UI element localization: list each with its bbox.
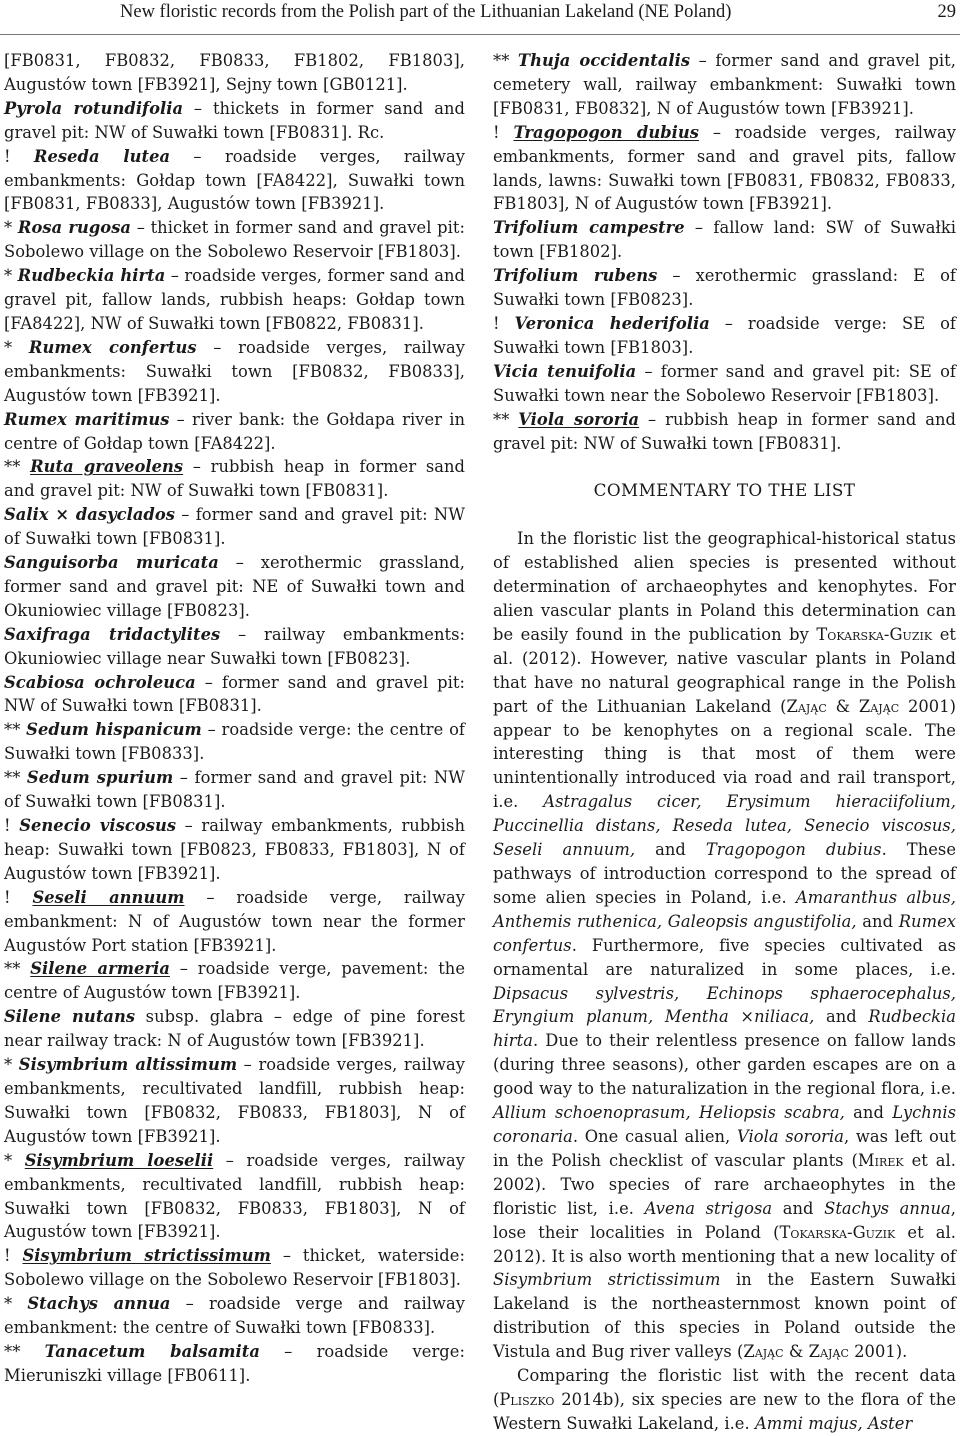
- species-names: Sisymbrium strictissimum: [493, 1270, 721, 1290]
- species-entry: [4, 814, 465, 886]
- locality-text: – roadside verge: the centre of Suwałki town [FB0833].: [4, 720, 465, 764]
- species-names: Astragalus cicer, Erysimum hieraciifolium, Puccinellia distans, Reseda lutea, Senecio viscosus, Seseli annuum,: [493, 792, 956, 860]
- species-name: Veronica hederifolia: [514, 313, 710, 333]
- locality-text: – rubbish heap in former sand and gravel pit: NW of Suwałki town [FB0831].: [4, 457, 466, 501]
- species-name: Trifolium campestre: [493, 218, 685, 238]
- locality-text: – xerothermic grassland, former sand and gravel pit: NE of Suwałki town and Okuniowiec village [FB0823].: [4, 553, 465, 620]
- species-name: Senecio viscosus: [19, 816, 177, 835]
- species-entry: [4, 1005, 465, 1053]
- species-names: Rumex confertus: [493, 911, 956, 955]
- species-entry: [4, 1244, 465, 1292]
- status-marker: **: [4, 1341, 45, 1361]
- locality-text: – thicket in former sand and gravel pit: Sobolewo village on the Sobolewo Reservoir [FB1803].: [4, 218, 465, 262]
- species-entry: [4, 336, 465, 408]
- locality-text: – roadside verges, former sand and gravel pit, fallow lands, rubbish heaps: Gołdap town [FA8422], NW of Suwałki town [FB0822, FB0831].: [4, 266, 465, 333]
- status-marker: !: [493, 122, 514, 142]
- species-name: Sisymbrium loeselii: [24, 1150, 214, 1170]
- status-marker: *: [4, 218, 18, 238]
- species-entry: [4, 718, 465, 766]
- locality-text: [FB0831, FB0832, FB0833, FB1802, FB1803], Augustów town [FB3921], Sejny town [GB0121].: [4, 51, 465, 94]
- species-names: Allium schoenoprasum, Heliopsis scabra,: [493, 1103, 845, 1123]
- species-entry: [4, 623, 465, 671]
- species-name: Seseli annuum: [32, 887, 185, 907]
- locality-text: – roadside verge, railway embankment: N of Augustów town near the former Augustów Port station [FB3921].: [4, 887, 465, 955]
- status-marker: !: [4, 816, 20, 835]
- locality-text: – roadside verge and railway embankment: the centre of Suwałki town [FB0833].: [4, 1294, 465, 1338]
- species-name: Sedum hispanicum: [26, 720, 202, 740]
- locality-text: – roadside verge, pavement: the centre of Augustów town [FB3921].: [4, 959, 466, 1003]
- species-name: Trifolium rubens: [493, 266, 658, 286]
- locality-text: – roadside verges, railway embankments, recultivated landfill, rubbish heap: Suwałki town [FB0832, FB0833, FB1803], N of Augustów town [FB3921].: [4, 1150, 466, 1242]
- status-marker: **: [493, 51, 518, 70]
- status-marker: *: [4, 1150, 25, 1170]
- status-marker: *: [4, 1294, 28, 1314]
- species-name: Ruta graveolens: [30, 457, 184, 477]
- species-name: Viola sororia: [518, 409, 640, 429]
- species-entry: [4, 455, 465, 503]
- species-entry: [4, 216, 465, 264]
- status-marker: !: [4, 887, 33, 907]
- species-entry: [4, 551, 465, 623]
- species-entry: [4, 503, 465, 551]
- species-name: Stachys annua: [27, 1294, 171, 1314]
- species-name: Rudbeckia hirta: [17, 266, 166, 286]
- locality-text: – railway embankments, rubbish heap: Suwałki town [FB0823, FB0833, FB1803], N of Augustów town [FB3921].: [4, 816, 465, 883]
- locality-text: – thicket, waterside: Sobolewo village on the Sobolewo Reservoir [FB1803].: [4, 1246, 465, 1290]
- species-names: Ammi majus, Aster: [754, 1413, 913, 1433]
- species-name: Silene armeria: [30, 959, 170, 979]
- species-entry: [4, 671, 465, 719]
- species-names: Avena strigosa: [644, 1198, 773, 1218]
- page-number: 29: [937, 2, 956, 22]
- locality-text: – xerothermic grassland: E of Suwałki town [FB0823].: [493, 266, 956, 310]
- species-entry: [4, 264, 465, 336]
- running-title: New floristic records from the Polish part of the Lithuanian Lakeland (NE Poland): [120, 2, 732, 22]
- species-name: Sisymbrium altissimum: [18, 1055, 238, 1075]
- status-marker: !: [4, 1246, 23, 1266]
- species-entry: [4, 957, 465, 1005]
- status-marker: **: [4, 768, 27, 788]
- status-marker: **: [4, 457, 31, 477]
- species-name: Scabiosa ochroleuca: [4, 672, 196, 692]
- locality-text: – roadside verges, railway embankments: Gołdap town [FA8422], Suwałki town [FB0831, FB0833], Augustów town [FB3921].: [4, 146, 465, 214]
- species-names: Stachys annua: [824, 1198, 951, 1218]
- species-name: Thuja occidentalis: [517, 51, 691, 70]
- right-column: [493, 49, 956, 1436]
- species-entry: [4, 97, 465, 145]
- species-name: Reseda lutea: [33, 146, 171, 166]
- left-column: [4, 49, 465, 1388]
- species-entry: [493, 312, 956, 360]
- locality-text: – river bank: the Gołdapa river in centre of Gołdap town [FA8422].: [4, 409, 465, 453]
- section-heading: COMMENTARY TO THE LIST: [593, 480, 856, 501]
- species-name: Rumex maritimus: [4, 409, 170, 429]
- species-name: Rumex confertus: [28, 337, 197, 357]
- species-names: Viola sororia: [736, 1126, 845, 1146]
- citation: Pliszko: [499, 1389, 555, 1409]
- locality-text: – roadside verges, railway embankments: Suwałki town [FB0832, FB0833], Augustów town [FB3921].: [4, 337, 465, 405]
- locality-text: – roadside verge: Mieruniszki village [FB0611].: [4, 1341, 465, 1385]
- species-names: Lychnis coronaria: [493, 1103, 956, 1146]
- species-name: Rosa rugosa: [17, 218, 132, 238]
- citation: Mirek: [857, 1150, 904, 1170]
- running-header: [0, 0, 960, 35]
- species-entry: [4, 1292, 465, 1340]
- species-names: Rudbeckia hirta: [493, 1007, 956, 1051]
- species-name: Tanacetum balsamita: [44, 1341, 260, 1361]
- species-entry: [4, 49, 465, 97]
- locality-text: – former sand and gravel pit: NW of Suwałki town [FB0831].: [4, 505, 465, 549]
- species-names: Dipsacus sylvestris, Echinops sphaerocephalus, Eryngium planum, Mentha ×niliaca,: [493, 983, 956, 1027]
- species-names: Amaranthus albus, Anthemis ruthenica, Galeopsis angustifolia,: [493, 887, 956, 931]
- citation: Tokarska-Guzik: [779, 1222, 896, 1242]
- species-entry: [493, 121, 956, 217]
- species-name: Saxifraga tridactylites: [4, 624, 221, 644]
- species-entry: [4, 145, 465, 217]
- species-entry: [493, 216, 956, 264]
- status-marker: !: [4, 146, 34, 166]
- species-entry: [493, 49, 956, 121]
- species-entry: [493, 408, 956, 456]
- status-marker: **: [493, 409, 519, 429]
- locality-text: – roadside verges, railway embankments, recultivated landfill, rubbish heap: Suwałki town [FB0832, FB0833, FB1803], N of Augustów town [FB3921].: [4, 1055, 465, 1146]
- species-entry: [493, 360, 956, 408]
- locality-text: – railway embankments: Okuniowiec village near Suwałki town [FB0823].: [4, 624, 466, 668]
- locality-text: – thickets in former sand and gravel pit: NW of Suwałki town [FB0831]. Rc.: [4, 98, 465, 142]
- species-name: Sedum spurium: [26, 768, 174, 788]
- species-name: Sanguisorba muricata: [4, 553, 219, 573]
- species-entry: [4, 1149, 465, 1245]
- locality-text: – former sand and gravel pit: NW of Suwałki town [FB0831].: [4, 768, 465, 812]
- species-name: Pyrola rotundifolia: [4, 98, 184, 118]
- species-entry: [493, 264, 956, 312]
- status-marker: !: [493, 313, 515, 333]
- locality-text: – roadside verges, railway embankments, former sand and gravel pits, fallow lands, lawns: Suwałki town [FB0831, FB0832, FB0833, FB1803], N of Augustów town [FB3921].: [493, 122, 956, 214]
- locality-text: subsp. glabra – edge of pine forest near railway track: N of Augustów town [FB3921].: [4, 1007, 465, 1051]
- species-name: Tragopogon dubius: [513, 122, 700, 142]
- commentary-paragraph: In the floristic list the geographical-historical status of established alien species is presented without determination of archaeophytes and kenophytes. For alien vascular plants in Poland this determination can be easily found in the publication by Tokarska-Guzik et al. (2012). However, native vascular plants in Poland that have no natural geographical range in the Polish part of the Lithuanian Lakeland (Zając & Zając 2001) appear to be kenophytes on a regional scale. The interesting thing is that most of them were unintentionally introduced via road and rail transport, i.e. Astragalus cicer, Erysimum hieraciifolium, Puccinellia distans, Reseda lutea, Senecio viscosus, Seseli annuum, and Tragopogon dubius. These pathways of introduction correspond to the spread of some alien species in Poland, i.e. Amaranthus albus, Anthemis ruthenica, Galeopsis angustifolia, and Rumex confertus. Furthermore, five species cultivated as ornamental are naturalized in some places, i.e. Dipsacus sylvestris, Echinops sphaerocephalus, Eryngium planum, Mentha ×niliaca, and Rudbeckia hirta. Due to their relentless presence on fallow lands (during three seasons), other garden escapes are on a good way to the naturalization in the regional flora, i.e. Allium schoenoprasum, Heliopsis scabra, and Lychnis coronaria. One casual alien, Viola sororia, was left out in the Polish checklist of vascular plants (Mirek et al. 2002). Two species of rare archaeophytes in the floristic list, i.e. Avena strigosa and Stachys annua, lose their localities in Poland (Tokarska-Guzik et al. 2012). It is also worth mentioning that a new locality of Sisymbrium strictissimum in the Eastern Suwałki Lakeland is the northeasternmost known point of distribution of this species in Poland outside the Vistula and Bug river valleys (Zając & Zając 2001).: [493, 529, 957, 1362]
- species-entry: [4, 766, 465, 814]
- locality-text: – roadside verge: SE of Suwałki town [FB1803].: [493, 313, 957, 357]
- species-name: Sisymbrium strictissimum: [22, 1246, 271, 1266]
- status-marker: *: [4, 266, 18, 286]
- locality-text: – fallow land: SW of Suwałki town [FB1802].: [493, 218, 956, 262]
- species-entry: [4, 408, 465, 456]
- species-name: Silene nutans: [4, 1007, 136, 1027]
- citation: Zając & Zając: [786, 696, 900, 716]
- status-marker: *: [4, 337, 29, 357]
- locality-text: – former sand and gravel pit, cemetery wall, railway embankment: Suwałki town [FB0831, FB0832], N of Augustów town [FB3921].: [493, 51, 957, 118]
- locality-text: – rubbish heap in former sand and gravel pit: NW of Suwałki town [FB0831].: [493, 409, 957, 453]
- species-entry: [4, 886, 465, 958]
- species-list-continued: [493, 49, 956, 455]
- status-marker: **: [4, 720, 27, 740]
- status-marker: **: [4, 959, 31, 979]
- citation: Tokarska-Guzik: [816, 624, 933, 644]
- citation: Zając & Zając: [743, 1342, 849, 1362]
- status-marker: *: [4, 1055, 19, 1075]
- species-name: Salix × dasyclados: [4, 505, 175, 525]
- species-entry: [4, 1340, 465, 1388]
- species-name: Vicia tenuifolia: [493, 361, 637, 381]
- species-names: Tragopogon dubius: [705, 840, 882, 860]
- species-entry: [4, 1053, 465, 1149]
- locality-text: – former sand and gravel pit: SE of Suwałki town near the Sobolewo Reservoir [FB1803].: [493, 361, 957, 405]
- locality-text: – former sand and gravel pit: NW of Suwałki town [FB0831].: [4, 672, 465, 716]
- commentary-paragraph: Comparing the floristic list with the recent data (Pliszko 2014b), six species are new to the flora of the Western Suwałki Lakeland, i.e. Ammi majus, Aster: [493, 1366, 956, 1433]
